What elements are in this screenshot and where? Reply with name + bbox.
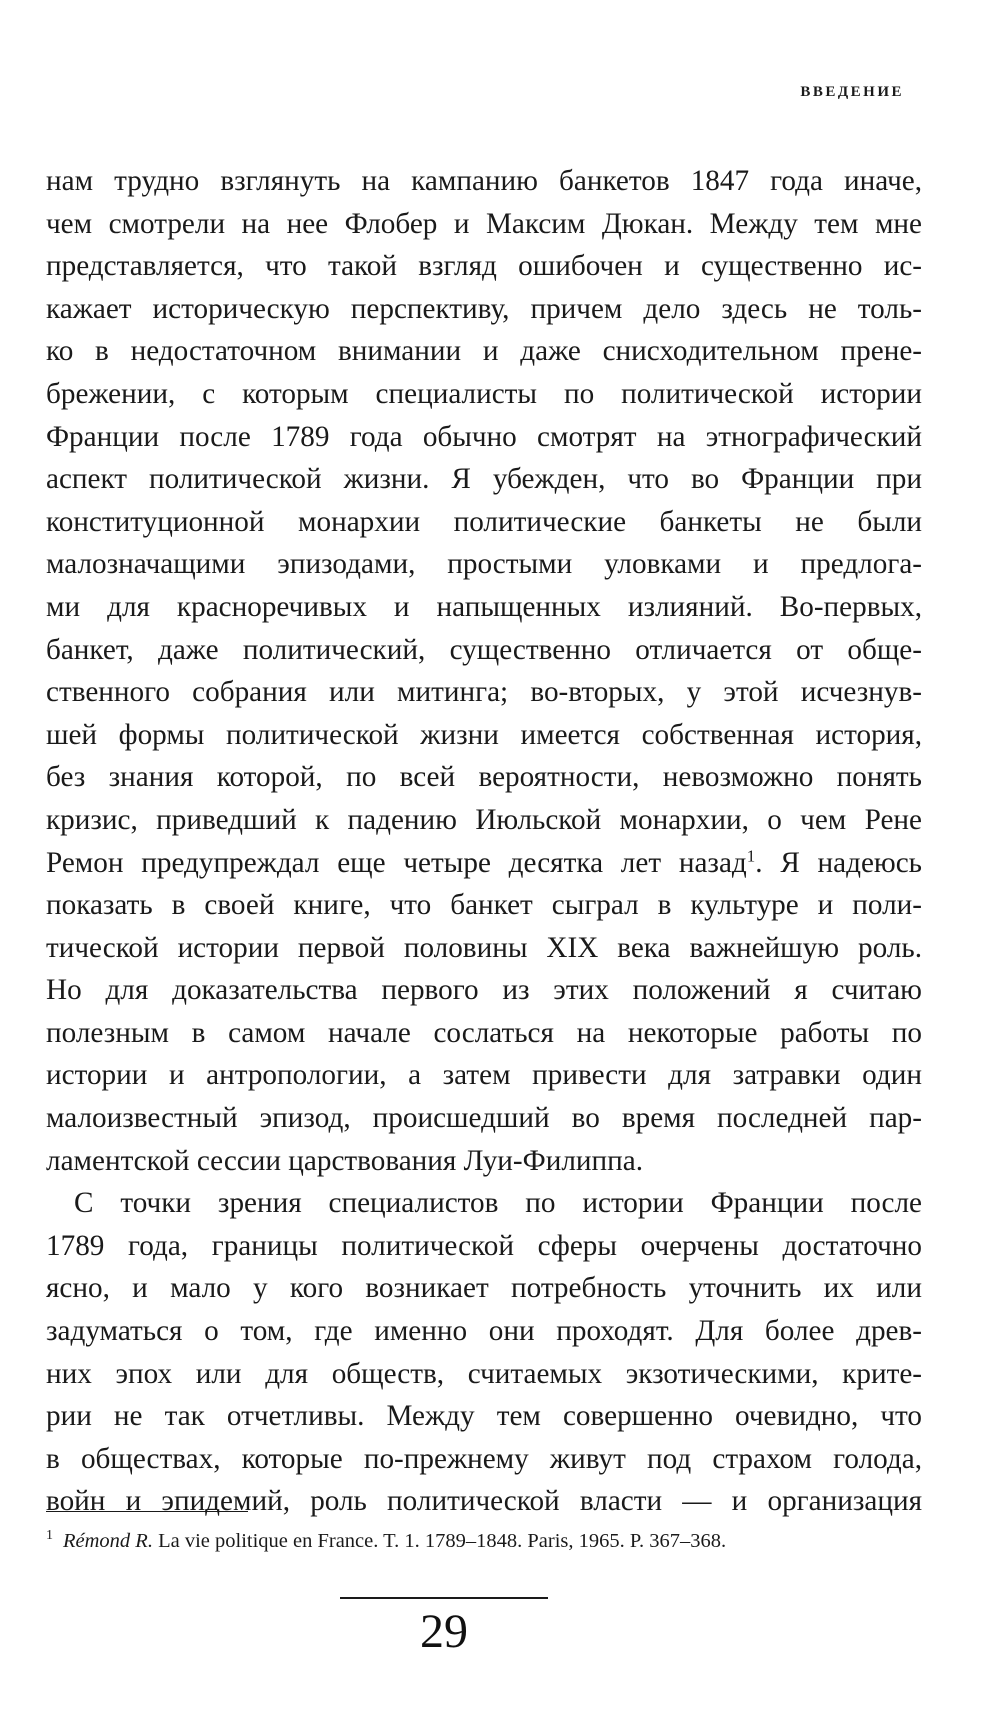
- text-line: кризис, приведший к падению Июльской монархии, о чем Рене: [46, 803, 922, 836]
- text-line: аспект политической жизни. Я убежден, что во Франции при: [46, 463, 922, 496]
- text-line: в обществах, которые по-прежнему живут под страхом голода,: [46, 1442, 922, 1475]
- text-line: кажает историческую перспективу, причем дело здесь не толь-: [46, 292, 922, 325]
- running-head: ВВЕДЕНИЕ: [800, 84, 904, 100]
- folio-separator: [340, 1597, 548, 1599]
- text-line: задуматься о том, где именно они проходят. Для более древ-: [46, 1315, 922, 1348]
- text-line: ственного собрания или митинга; во-вторых, у этой исчезнув-: [46, 676, 922, 709]
- text-line: брежении, с которым специалисты по политической истории: [46, 377, 922, 410]
- text-line: них эпох или для обществ, считаемых экзотическими, крите-: [46, 1357, 922, 1390]
- footnote-text: La vie politique en France. T. 1. 1789–1848. Paris, 1965. P. 367–368.: [152, 1530, 727, 1552]
- text-line: чем смотрели на нее Флобер и Максим Дюкан. Между тем мне: [46, 207, 922, 240]
- text-line: рии не так отчетливы. Между тем совершенно очевидно, что: [46, 1400, 922, 1433]
- text-line: Франции после 1789 года обычно смотрят на этнографический: [46, 420, 922, 453]
- text-line: ламентской сессии царствования Луи-Филиппа.: [46, 1144, 644, 1177]
- text-line: показать в своей книге, что банкет сыграл в культуре и поли-: [46, 889, 922, 922]
- text-segment: . Я надеюсь: [755, 846, 922, 879]
- text-line: представляется, что такой взгляд ошибочен и существенно ис-: [46, 250, 922, 283]
- footnote-author: Rémond R.: [63, 1530, 153, 1552]
- page-number: 29: [420, 1605, 468, 1658]
- text-line: войн и эпидемий, роль политической власти — и организация: [46, 1485, 922, 1518]
- text-line: истории и антропологии, а затем привести для затравки один: [46, 1059, 922, 1092]
- text-line: ко в недостаточном внимании и даже снисходительном прене-: [46, 335, 922, 368]
- text-line: конституционной монархии политические банкеты не были: [46, 505, 922, 538]
- footnote-number: 1: [46, 1528, 53, 1544]
- footnote-reference[interactable]: 1: [746, 845, 756, 865]
- text-line: малозначащими эпизодами, простыми уловками и предлога-: [46, 548, 922, 581]
- text-line: банкет, даже политический, существенно отличается от обще-: [46, 633, 922, 666]
- text-line: 1789 года, границы политической сферы очерчены достаточно: [46, 1229, 922, 1262]
- text-segment: Ремон предупреждал еще четыре десятка лет назад: [46, 846, 747, 879]
- text-line: нам трудно взглянуть на кампанию банкетов 1847 года иначе,: [46, 165, 922, 197]
- footnote-separator: [46, 1511, 248, 1512]
- text-line: ми для красноречивых и напыщенных излияний. Во-первых,: [46, 590, 922, 623]
- text-line: тической истории первой половины XIX века важнейшую роль.: [46, 931, 922, 964]
- text-line: без знания которой, по всей вероятности, невозможно понять: [46, 761, 922, 794]
- text-line: Но для доказательства первого из этих положений я считаю: [46, 974, 922, 1007]
- main-text: [46, 160, 922, 1523]
- text-line: полезным в самом начале сослаться на некоторые работы по: [46, 1016, 922, 1049]
- text-line-with-footnote-ref: [46, 842, 922, 885]
- footnote: [46, 1528, 926, 1554]
- text-line: шей формы политической жизни имеется собственная история,: [46, 718, 922, 751]
- text-line: С точки зрения специалистов по истории Франции после: [74, 1187, 922, 1220]
- text-line: малоизвестный эпизод, происшедший во время последней пар-: [46, 1102, 922, 1135]
- text-line: ясно, и мало у кого возникает потребность уточнить их или: [46, 1272, 922, 1305]
